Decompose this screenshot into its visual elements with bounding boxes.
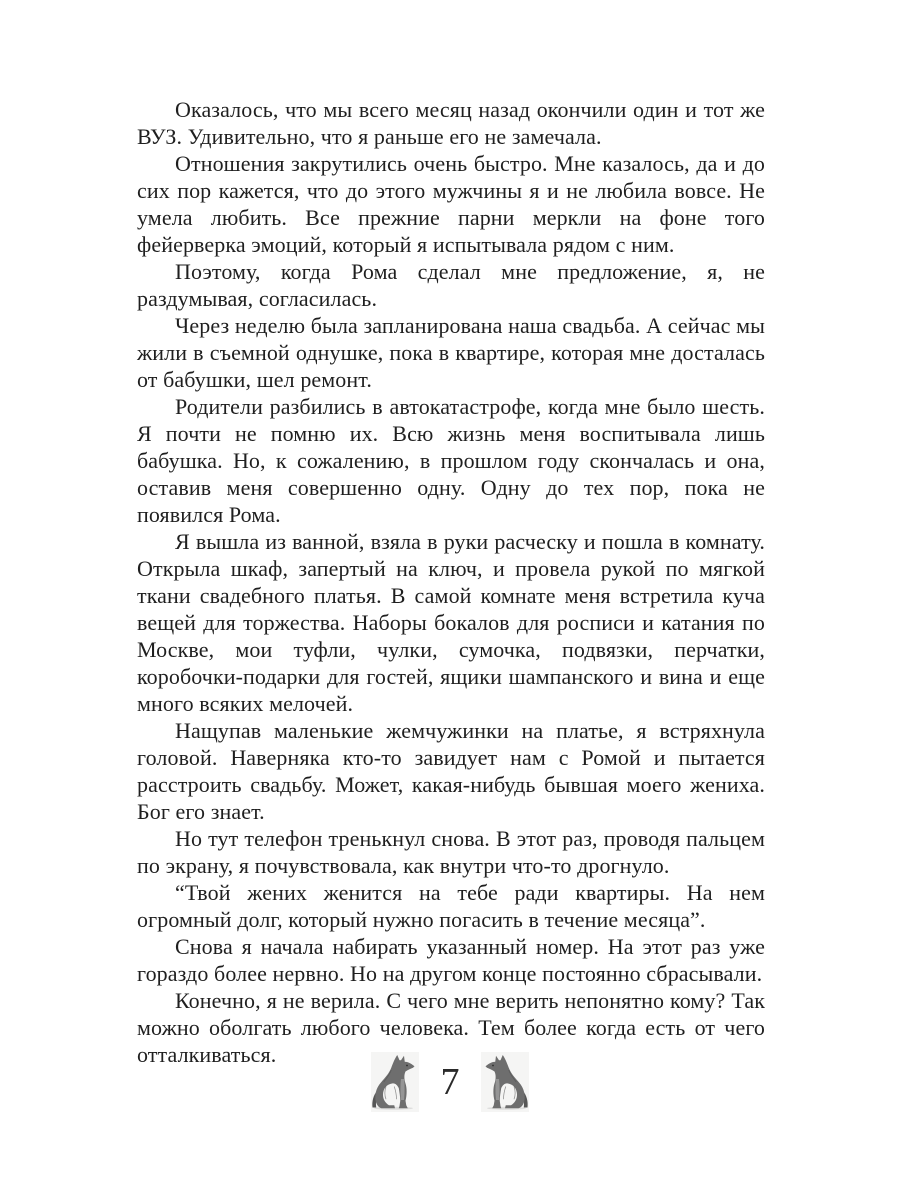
wolf-icon bbox=[371, 1052, 419, 1112]
paragraph: Родители разбились в автокатастрофе, когда мне было шесть. Я почти не помню их. Всю жизнь меня воспитывала лишь бабушка. Но, к сожалению, в прошлом году скончалась и она, оставив меня совершенно одну. Одну до тех пор, пока не появился Рома. bbox=[137, 394, 765, 527]
paragraph: Через неделю была запланирована наша свадьба. А сейчас мы жили в съемной однушке, пока в квартире, которая мне досталась от бабушки, шел ремонт. bbox=[137, 313, 765, 392]
paragraph: “Твой жених женится на тебе ради квартиры. На нем огромный долг, который нужно погасить в течение месяца”. bbox=[137, 880, 765, 932]
paragraph: Конечно, я не верила. С чего мне верить непонятно кому? Так можно оболгать любого человека. Тем более когда есть от чего отталкиваться. bbox=[137, 988, 765, 1067]
paragraph: Нащупав маленькие жемчужинки на платье, я встряхнула головой. Наверняка кто-то завидует нам с Ромой и пытается расстроить свадьбу. Может, какая-нибудь бывшая моего жениха. Бог его знает. bbox=[137, 718, 765, 824]
page-footer bbox=[0, 1050, 900, 1114]
paragraph: Но тут телефон тренькнул снова. В этот раз, проводя пальцем по экрану, я почувствовала, как внутри что-то дрогнуло. bbox=[137, 826, 765, 878]
paragraph: Поэтому, когда Рома сделал мне предложение, я, не раздумывая, согласилась. bbox=[137, 259, 765, 311]
paragraph: Снова я начала набирать указанный номер. На этот раз уже гораздо более нервно. Но на другом конце постоянно сбрасывали. bbox=[137, 934, 765, 986]
paragraph: Оказалось, что мы всего месяц назад окончили один и тот же ВУЗ. Удивительно, что я раньше его не замечала. bbox=[137, 97, 765, 149]
page-text-block bbox=[137, 96, 765, 1068]
page-number: 7 bbox=[440, 1061, 460, 1103]
wolf-icon bbox=[481, 1052, 529, 1112]
paragraph: Отношения закрутились очень быстро. Мне казалось, да и до сих пор кажется, что до этого мужчины я и не любила вовсе. Не умела любить. Все прежние парни меркли на фоне того фейерверка эмоций, который я испытывала рядом с ним. bbox=[137, 151, 765, 257]
paragraph: Я вышла из ванной, взяла в руки расческу и пошла в комнату. Открыла шкаф, запертый на ключ, и провела рукой по мягкой ткани свадебного платья. В самой комнате меня встретила куча вещей для торжества. Наборы бокалов для росписи и катания по Москве, мои туфли, чулки, сумочка, подвязки, перчатки, коробочки-подарки для гостей, ящики шампанского и вина и еще много всяких мелочей. bbox=[137, 529, 765, 716]
